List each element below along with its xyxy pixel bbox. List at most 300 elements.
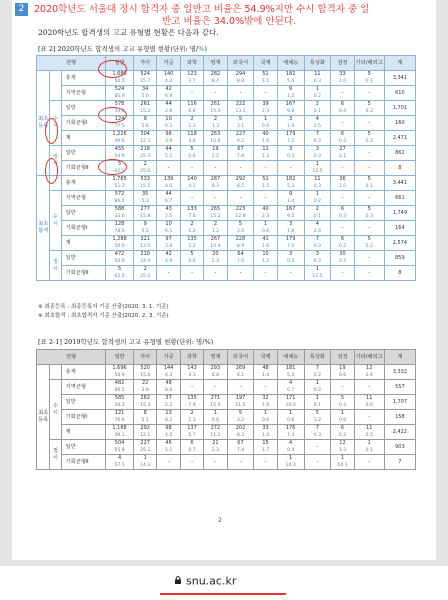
cell-count: 67 — [237, 440, 244, 446]
cell-count: 304 — [140, 131, 150, 137]
cell-count: 5 — [340, 395, 345, 401]
table-cell — [227, 146, 254, 161]
cell-percent: 6.9 — [164, 94, 173, 99]
table-cell — [180, 131, 203, 146]
cell-count: 5 — [315, 410, 319, 416]
cell-count: 9 — [143, 116, 147, 122]
table-cell — [106, 455, 134, 470]
cell-percent: 4.9 — [164, 259, 173, 264]
cell-count: 11 — [366, 425, 373, 431]
table-cell — [304, 71, 331, 86]
cell-count: 524 — [140, 71, 150, 77]
cell-count: 557 — [395, 383, 405, 390]
table-row — [37, 116, 416, 131]
table-cell — [157, 380, 180, 395]
cell-count: - — [341, 194, 344, 201]
table-cell — [277, 251, 304, 266]
cell-percent: 7.4 — [236, 448, 245, 453]
table-cell — [106, 395, 134, 410]
cell-count: - — [239, 458, 242, 465]
table-cell — [180, 236, 203, 251]
table-cell — [133, 251, 156, 266]
cell-count: 3 — [315, 146, 319, 152]
cell-percent: 2.6 — [164, 109, 173, 114]
cell-percent: 1.2 — [261, 259, 270, 264]
table-cell — [204, 206, 227, 221]
table-cell — [204, 395, 227, 410]
col-header: 예체능 — [277, 350, 304, 365]
cell-percent: 8.6 — [164, 388, 173, 393]
cell-count: 3,441 — [392, 179, 408, 186]
table-cell — [277, 365, 304, 380]
table-cell — [354, 146, 384, 161]
cell-percent: 2.3 — [261, 214, 270, 219]
cell-count: 1 — [213, 410, 217, 416]
cell-count: 520 — [140, 365, 150, 371]
table-cell — [227, 221, 254, 236]
table-cell — [384, 425, 415, 440]
table-cell — [227, 191, 254, 206]
cell-count: 261 — [210, 101, 221, 107]
cell-percent: 25.1 — [140, 448, 151, 453]
table-cell — [204, 71, 227, 86]
cell-count: 176 — [285, 425, 296, 431]
table-cell — [384, 146, 415, 161]
cell-count: 30 — [339, 251, 346, 257]
table-cell — [304, 191, 331, 206]
cell-percent: 1.5 — [286, 94, 295, 99]
table-cell — [254, 440, 277, 455]
cell-count: 6 — [340, 131, 345, 137]
table-cell — [277, 131, 304, 146]
cell-count: 9 — [143, 221, 147, 227]
table-cell — [304, 131, 331, 146]
cell-percent: 8.2 — [164, 418, 173, 423]
cell-count: 4 — [289, 380, 293, 386]
table-cell — [277, 86, 304, 101]
table-cell — [384, 176, 415, 191]
table1-caption: [표 2] 2020학년도 합격생의 고교 유형별 현황(단위: 명/%) — [38, 45, 207, 53]
col-header: 과학 — [180, 56, 203, 71]
cell-percent: 0.6 — [286, 418, 295, 423]
table-cell — [277, 410, 304, 425]
col-header: 검정 — [331, 56, 354, 71]
cell-percent: 8.8 — [236, 79, 245, 84]
table-cell — [331, 221, 354, 236]
table-cell — [204, 116, 227, 131]
table-cell — [227, 176, 254, 191]
table-cell — [384, 221, 415, 236]
cell-percent: 0.2 — [313, 373, 322, 378]
table-cell — [277, 191, 304, 206]
note-final-registration: ※ 최종등록 : 최종등록자 기준 산출(2020. 3. 1. 기준) — [38, 304, 169, 310]
cell-count: 40 — [262, 206, 269, 212]
table-cell — [180, 146, 203, 161]
cell-percent: 12.5 — [312, 274, 323, 279]
table-cell — [277, 206, 304, 221]
table-cell — [304, 176, 331, 191]
cell-count: 4 — [315, 221, 319, 227]
cell-count: 11 — [314, 71, 321, 77]
cell-percent: 0.7 — [286, 388, 295, 393]
table-cell — [133, 221, 156, 236]
table-cell — [254, 251, 277, 266]
table-cell — [227, 410, 254, 425]
cell-count: 197 — [235, 395, 246, 401]
url-bar[interactable] — [174, 574, 236, 588]
cell-count: 7 — [315, 425, 319, 431]
col-header: 계 — [384, 350, 415, 365]
row-label: 총계 — [61, 71, 106, 86]
cell-percent: 3.1 — [338, 154, 347, 159]
cell-count: - — [191, 458, 193, 465]
cell-percent: 0.3 — [365, 214, 373, 219]
table-cell — [180, 425, 203, 440]
cell-count: 158 — [395, 413, 405, 420]
table-cell — [227, 101, 254, 116]
cell-count: 5 — [367, 71, 371, 77]
cell-count: 19 — [212, 146, 219, 152]
cell-count: 862 — [395, 149, 405, 156]
table-cell — [227, 425, 254, 440]
col-header: 자공 — [157, 56, 180, 71]
table-cell — [254, 221, 277, 236]
table-cell — [157, 176, 180, 191]
table-row — [37, 251, 416, 266]
table-cell — [254, 365, 277, 380]
cell-count: 5 — [367, 131, 371, 137]
cell-count: - — [239, 383, 242, 390]
cell-percent: 1.8 — [286, 229, 295, 234]
cell-count: 12 — [366, 365, 373, 371]
cell-count: 261 — [140, 101, 150, 107]
col-header: 기타/해외고 — [354, 56, 384, 71]
cell-count: 210 — [140, 251, 150, 257]
cell-percent: 54.9 — [114, 259, 125, 264]
cell-count: - — [341, 224, 344, 231]
cell-count: 160 — [395, 119, 405, 126]
cell-percent: 12.5 — [140, 244, 151, 249]
table-cell — [106, 86, 134, 101]
cell-percent: 4.0 — [164, 184, 173, 189]
cell-percent: 0.3 — [313, 433, 322, 438]
table-cell — [227, 440, 254, 455]
cell-count: 6 — [340, 206, 345, 212]
cell-percent: 0.2 — [313, 94, 322, 99]
table-cell — [331, 266, 354, 281]
cell-count: 3 — [289, 221, 293, 227]
cell-percent: 5.5 — [141, 229, 149, 234]
table-cell — [304, 455, 331, 470]
table-cell — [157, 251, 180, 266]
section-number: 2 — [15, 3, 28, 16]
circle-mark-susi-label — [45, 118, 58, 144]
table-cell — [180, 191, 203, 206]
cell-percent: 0.6 — [188, 154, 196, 159]
cell-count: 33 — [339, 71, 346, 77]
row-label: 일반 — [61, 206, 106, 221]
table-row — [37, 71, 416, 86]
cell-percent: 1.4 — [261, 433, 270, 438]
cell-count: 1,707 — [392, 398, 408, 405]
table-cell — [204, 131, 227, 146]
row-label: 일반 — [61, 251, 106, 266]
url-text: snu.ac.kr — [186, 574, 237, 588]
table-cell — [304, 86, 331, 101]
col-header: 검정 — [331, 350, 354, 365]
cell-percent: 0.6 — [338, 418, 347, 423]
table-cell — [227, 365, 254, 380]
table-row — [37, 380, 416, 395]
table-cell — [227, 71, 254, 86]
table-cell — [180, 101, 203, 116]
cell-count: 10 — [165, 221, 172, 227]
table-cell — [277, 116, 304, 131]
table-cell — [354, 365, 384, 380]
cell-count: 1 — [263, 116, 268, 122]
table-cell — [304, 221, 331, 236]
table-cell — [180, 161, 203, 176]
cell-percent: 14.3 — [337, 463, 348, 468]
cell-percent: 11.5 — [235, 403, 246, 408]
table-cell — [331, 455, 354, 470]
table-cell — [227, 455, 254, 470]
cell-count: 140 — [163, 71, 174, 77]
cell-percent: 1.2 — [211, 229, 220, 234]
cell-percent: 3.9 — [164, 139, 173, 144]
cell-percent: 8.4 — [211, 79, 220, 84]
cell-percent: 2.5 — [164, 214, 173, 219]
cell-count: 19 — [339, 365, 346, 371]
cell-count: 179 — [285, 236, 296, 242]
cell-count: 1,686 — [112, 71, 127, 77]
table-cell — [277, 161, 304, 176]
cell-count: - — [191, 89, 193, 96]
table-cell — [204, 455, 227, 470]
cell-count: 4 — [289, 440, 293, 446]
table-cell — [304, 365, 331, 380]
table-row — [37, 161, 416, 176]
table-cell — [384, 86, 415, 101]
cell-count: 164 — [395, 224, 405, 231]
cell-percent: 15.5 — [140, 184, 151, 189]
table-cell — [304, 410, 331, 425]
cell-percent: 0.4 — [365, 373, 373, 378]
row-label: 지역균형 — [61, 86, 106, 101]
cell-percent: 3.9 — [141, 388, 149, 393]
cell-count: 269 — [235, 365, 246, 371]
cell-count: 167 — [285, 101, 296, 107]
cell-count: 227 — [235, 131, 246, 137]
cell-percent: 25.0 — [140, 274, 151, 279]
cell-percent: 0.6 — [261, 418, 270, 423]
cell-count: 504 — [114, 440, 125, 446]
table-cell — [157, 71, 180, 86]
cell-count: 11 — [262, 146, 269, 152]
table-cell — [254, 101, 277, 116]
cell-percent: 0.3 — [338, 403, 347, 408]
table-cell — [254, 236, 277, 251]
cell-count: 218 — [140, 146, 150, 152]
cell-percent: 0.6 — [261, 124, 270, 129]
table-cell — [304, 101, 331, 116]
cell-percent: 3.5 — [338, 259, 347, 264]
cell-percent: 1.3 — [188, 418, 196, 423]
circle-mark-jeongsi-label — [45, 158, 58, 184]
section-label: 최초등록 — [37, 71, 50, 176]
cell-percent: 12.3 — [140, 139, 151, 144]
notes — [38, 303, 169, 321]
table-cell — [384, 380, 415, 395]
lock-icon — [174, 576, 182, 584]
cell-count: 472 — [114, 251, 125, 257]
col-header: 국제 — [254, 350, 277, 365]
table-cell — [354, 176, 384, 191]
table-cell — [331, 191, 354, 206]
cell-count: 3 — [289, 251, 293, 257]
cell-percent: 12.1 — [140, 433, 151, 438]
table-cell — [180, 86, 203, 101]
cell-count: 128 — [114, 221, 125, 227]
cell-count: 610 — [395, 89, 405, 96]
cell-percent: 6.1 — [164, 229, 173, 234]
cell-percent: 0.1 — [365, 184, 373, 189]
table-cell — [354, 380, 384, 395]
cell-count: 97 — [165, 236, 172, 242]
table-cell — [384, 101, 415, 116]
cell-percent: 0.1 — [313, 214, 322, 219]
cell-count: - — [239, 194, 242, 201]
cell-count: 8 — [398, 269, 402, 276]
cell-percent: 6.7 — [164, 199, 173, 204]
table-cell — [157, 365, 180, 380]
cell-count: 98 — [165, 425, 172, 431]
table-cell — [354, 440, 384, 455]
cell-count: - — [167, 164, 170, 171]
row-label: 계 — [61, 131, 106, 146]
cell-count: 48 — [165, 380, 172, 386]
cell-count: - — [264, 89, 267, 96]
cell-count: 1 — [340, 410, 345, 416]
cell-count: 46 — [165, 440, 172, 446]
cell-percent: 3.2 — [313, 418, 322, 423]
col-header: 특성화 — [304, 56, 331, 71]
table-cell — [277, 146, 304, 161]
table-cell — [204, 365, 227, 380]
cell-count: 271 — [210, 395, 221, 401]
table-cell — [227, 266, 254, 281]
cell-percent: 2.4 — [313, 229, 322, 234]
cell-count: 533 — [140, 176, 150, 182]
cell-count: 135 — [187, 236, 197, 242]
cell-percent: 0.6 — [261, 229, 270, 234]
table-cell — [157, 425, 180, 440]
cell-percent: 15.3 — [210, 109, 221, 114]
table-cell — [157, 101, 180, 116]
row-label: 기회균형Ⅰ — [61, 221, 106, 236]
table-cell — [331, 86, 354, 101]
cell-percent: 76.6 — [114, 418, 125, 423]
cell-percent: 15.6 — [140, 373, 151, 378]
cell-count: - — [368, 254, 371, 261]
cell-count: 265 — [210, 206, 221, 212]
table-cell — [254, 425, 277, 440]
cell-percent: 25.3 — [140, 154, 151, 159]
cell-count: - — [239, 269, 242, 276]
cell-percent: 0.3 — [313, 184, 322, 189]
cell-percent: 0.6 — [211, 418, 220, 423]
cell-count: 36 — [339, 176, 346, 182]
table-cell — [331, 236, 354, 251]
table-cell — [331, 251, 354, 266]
cell-count: - — [264, 164, 267, 171]
table-cell — [106, 425, 134, 440]
table-cell — [277, 440, 304, 455]
highlight-line-1: 2020학년도 서울대 정시 합격자 중 일반고 비율은 54.9%지만 수시 합격자 중 일 — [34, 4, 370, 15]
cell-count: 32 — [262, 395, 269, 401]
cell-count: 1,765 — [112, 176, 127, 182]
table-cell — [204, 221, 227, 236]
cell-count: 1 — [340, 455, 345, 461]
cell-percent: 1.0 — [338, 184, 347, 189]
cell-percent: 50.5 — [114, 79, 125, 84]
cell-percent: 7.5 — [236, 259, 245, 264]
cell-percent: 77.5 — [114, 124, 125, 129]
cell-count: 294 — [235, 71, 246, 77]
col-header: 국제 — [254, 56, 277, 71]
cell-percent: 33.6 — [114, 214, 125, 219]
page-number: 2 — [218, 517, 222, 524]
table-cell — [133, 410, 156, 425]
circle-mark-jeongsi-general — [98, 159, 127, 175]
table-cell — [304, 251, 331, 266]
table-cell — [354, 410, 384, 425]
cell-percent: 0.4 — [286, 448, 295, 453]
cell-count: 455 — [114, 146, 125, 152]
cell-percent: 1.6 — [261, 139, 270, 144]
table-cell — [204, 425, 227, 440]
cell-percent: 9.5 — [286, 214, 295, 219]
col-header: 영재 — [204, 350, 227, 365]
cell-count: 133 — [187, 206, 197, 212]
cell-percent: 7.8 — [236, 154, 245, 159]
table-cell — [354, 251, 384, 266]
row-label: 지역균형 — [61, 380, 106, 395]
col-header: 전형 — [37, 350, 106, 365]
col-header: 기타/해외고 — [354, 350, 384, 365]
table-cell — [157, 236, 180, 251]
note-first-admission: ※ 최초합격 : 최초합격자 기준 산출(2020. 2. 3. 기준) — [38, 313, 169, 319]
cell-percent: 4.3 — [188, 373, 196, 378]
table-cell — [254, 86, 277, 101]
table-cell — [254, 206, 277, 221]
col-header: 자사 — [133, 56, 156, 71]
table-cell — [204, 380, 227, 395]
cell-percent: 1.9 — [261, 403, 270, 408]
cell-count: 34 — [142, 86, 149, 92]
cell-count: 4 — [315, 116, 319, 122]
col-header: 외국어 — [227, 350, 254, 365]
cell-percent: 0.3 — [313, 79, 322, 84]
cell-percent: 0.1 — [313, 403, 322, 408]
cell-percent: 0.3 — [313, 154, 322, 159]
cell-percent: 1.4 — [261, 373, 270, 378]
table-cell — [227, 86, 254, 101]
col-header: 과학 — [180, 350, 203, 365]
cell-percent: 2.3 — [211, 259, 220, 264]
table-cell — [180, 206, 203, 221]
cell-count: - — [214, 269, 217, 276]
